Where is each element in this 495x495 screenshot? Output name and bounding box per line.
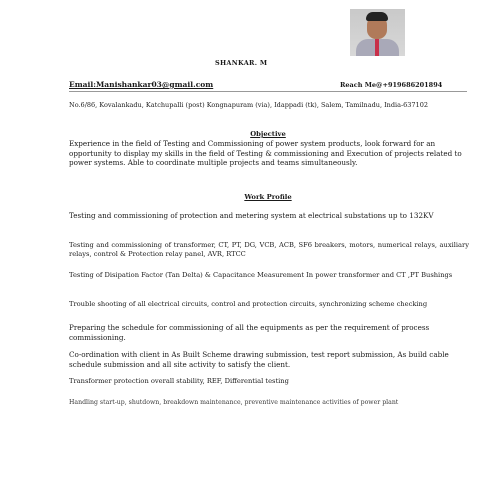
work-profile-item: Testing of Disipation Factor (Tan Delta) & Capacitance Measurement In power transformer and CT ,PT Bushings xyxy=(69,271,453,279)
objective-text: Experience in the field of Testing and Commissioning of power system products, look forward for an opportunity to display my skills in the field of Testing & commissioning and Execution of projects related to power systems. Able to coordinate multiple projects and teams simultaneously. xyxy=(69,139,462,167)
profile-photo xyxy=(350,9,405,56)
phone-number: Reach Me@+919686201894 xyxy=(340,81,443,89)
work-profile-item: Testing and commissioning of protection and metering system at electrical substations up to 132KV xyxy=(69,211,434,220)
header-divider xyxy=(69,91,467,92)
work-profile-item: Co-ordination with client in As Built Scheme drawing submission, test report submission, As build cable schedule submission and all site activity to satisfy the client. xyxy=(69,350,449,369)
work-profile-item: Transformer protection overall stability, REF, Differential testing xyxy=(69,377,289,385)
email-address: Email:Manishankar03@gmail.com xyxy=(69,80,214,89)
work-profile-item: Preparing the schedule for commissioning of all the equipments as per the requirement of process commissioning. xyxy=(69,323,430,342)
photo-hair xyxy=(366,12,388,21)
work-profile-heading: Work Profile xyxy=(244,193,292,201)
candidate-name: SHANKAR. M xyxy=(215,59,268,67)
postal-address: No.6/86, Kovalankadu, Katchupalli (post) Kongnapuram (via), Idappadi (tk), Salem, Tamilnadu, India-637102 xyxy=(69,101,428,109)
work-profile-item: Testing and commissioning of transformer, CT, PT, DG, VCB, ACB, SF6 breakers, motors, numerical relays, auxiliary relays, control & Protection relay panel, AVR, RTCC xyxy=(69,241,469,258)
work-profile-item: Trouble shooting of all electrical circuits, control and protection circuits, synchronizing scheme checking xyxy=(69,300,428,308)
objective-heading: Objective xyxy=(250,130,286,138)
work-profile-item: Handling start-up, shutdown, breakdown maintenance, preventive maintenance activities of power plant xyxy=(69,399,399,406)
photo-lanyard xyxy=(375,39,379,56)
